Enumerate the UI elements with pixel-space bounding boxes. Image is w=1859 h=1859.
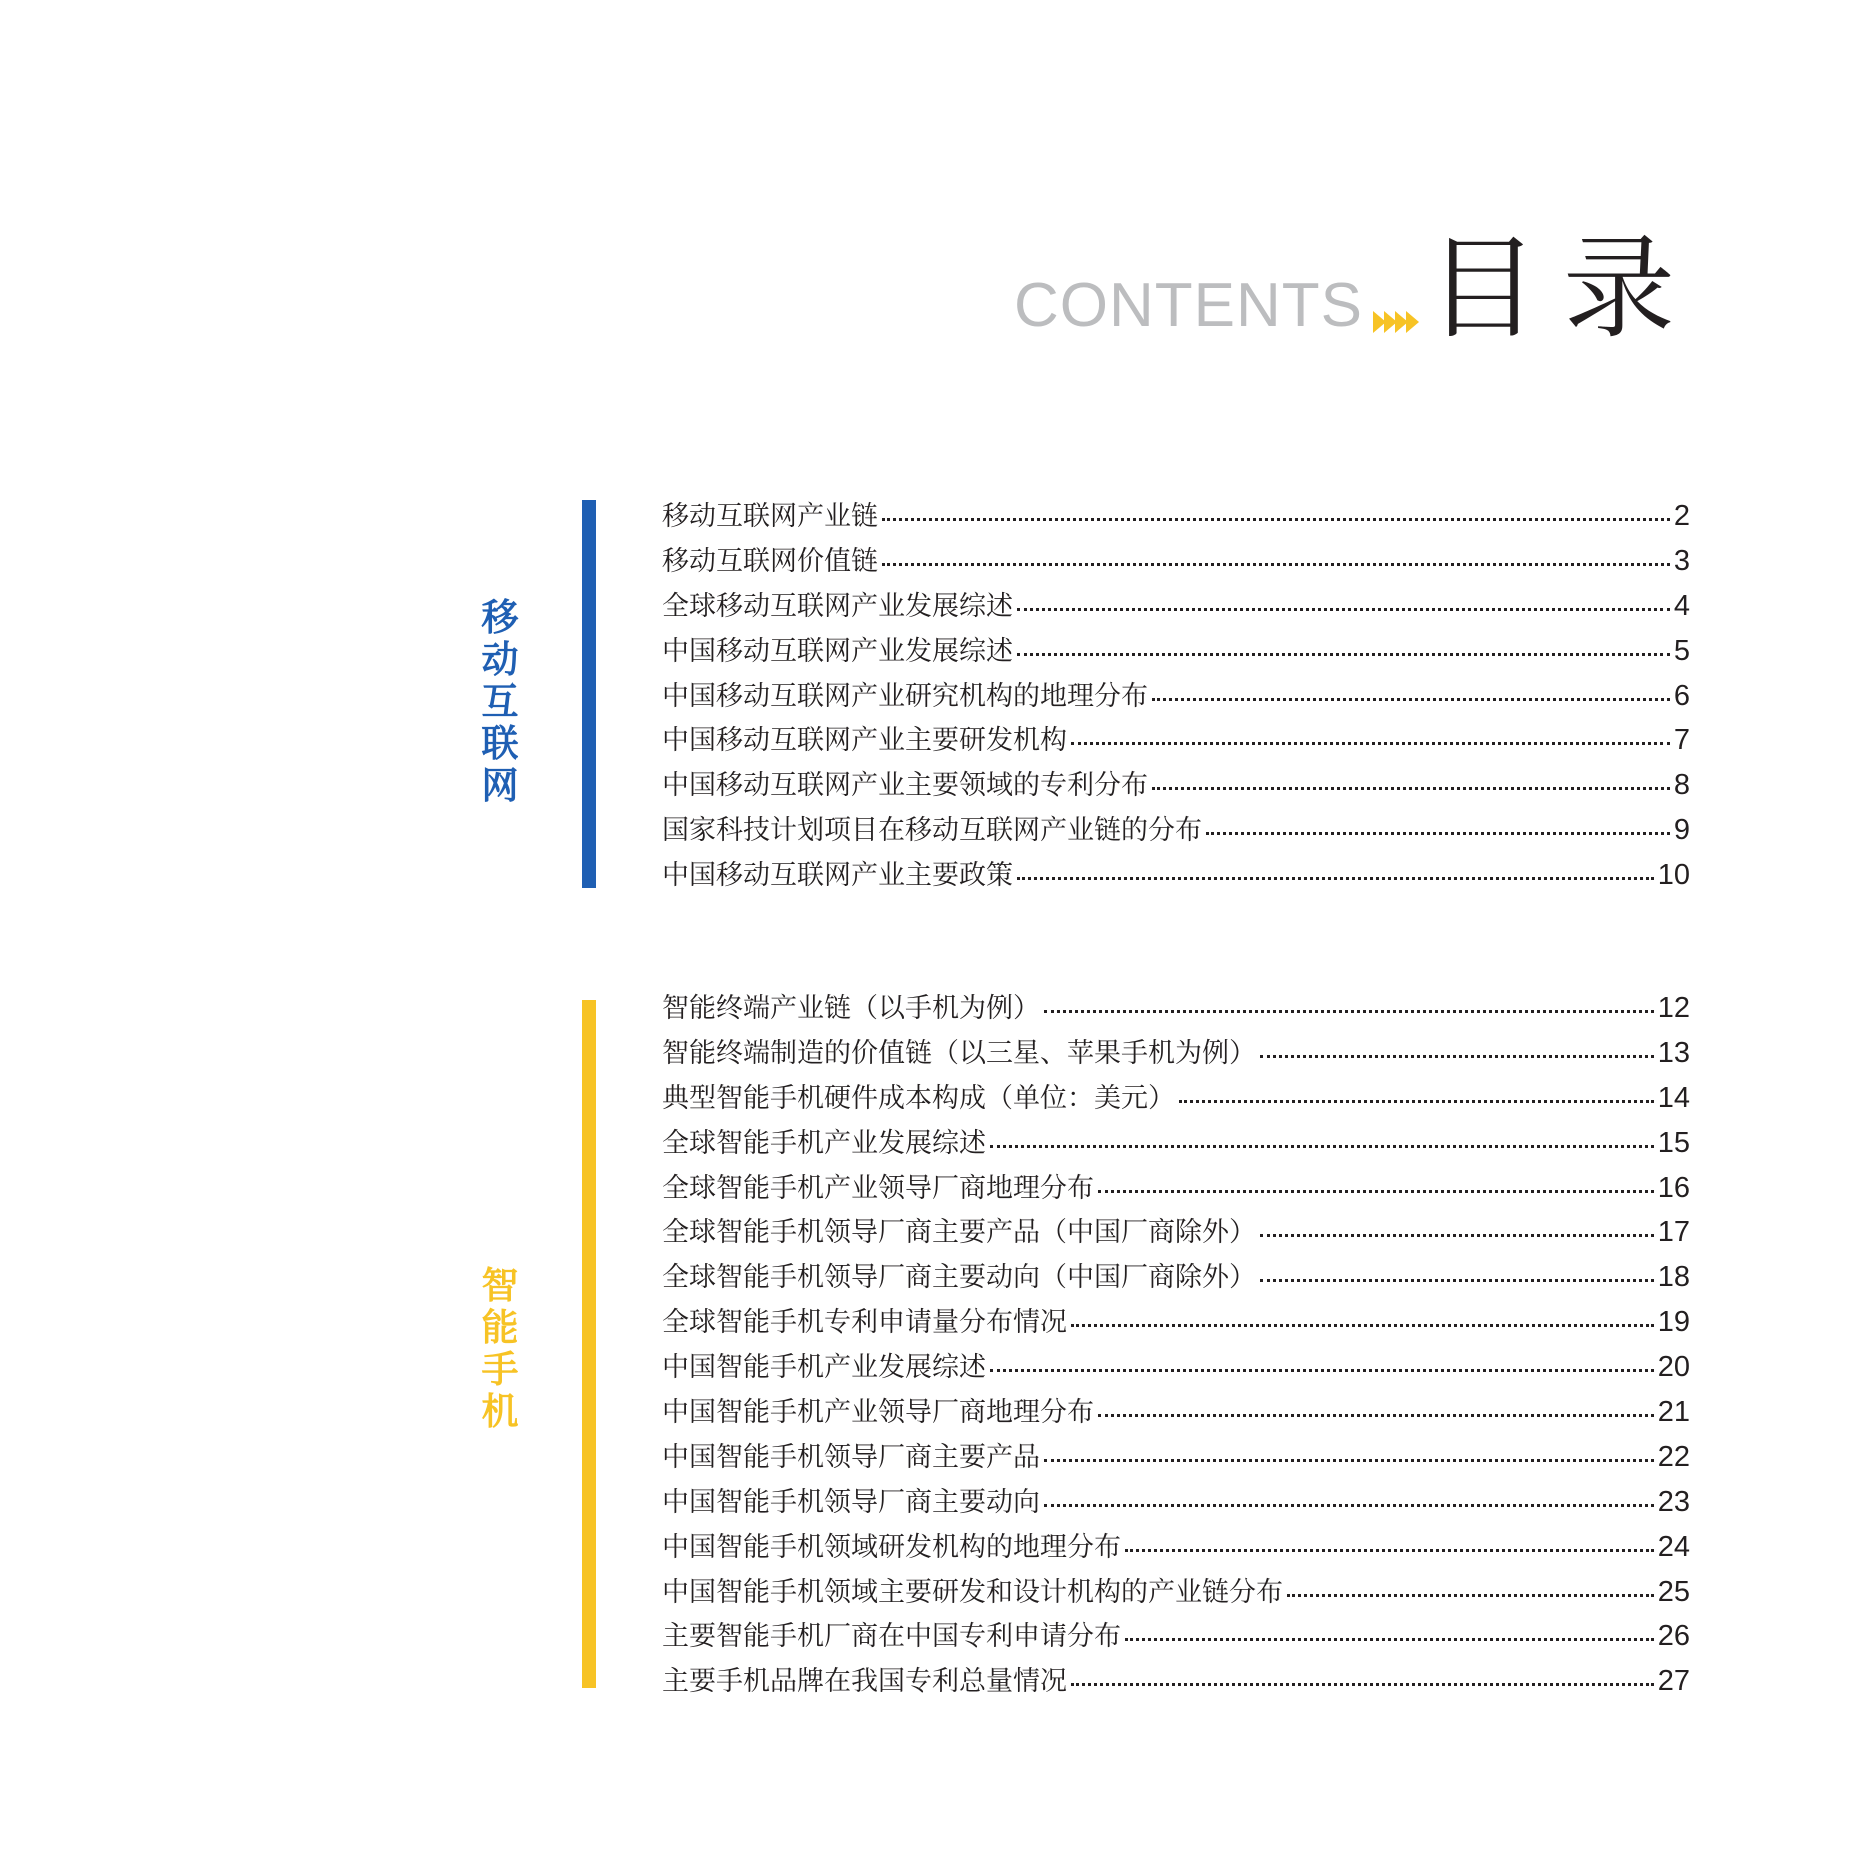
leader-dots — [1125, 1638, 1654, 1641]
toc-entry-page: 13 — [1657, 1036, 1690, 1069]
toc-entry[interactable] — [662, 808, 1690, 853]
toc-entry-title: 中国智能手机产业领导厂商地理分布 — [662, 1397, 1094, 1429]
leader-dots — [990, 1369, 1654, 1372]
page-title: 目录 — [1427, 224, 1699, 354]
toc-entry-page: 27 — [1657, 1665, 1690, 1698]
leader-dots — [1098, 1190, 1654, 1193]
toc-entry[interactable] — [662, 1659, 1690, 1704]
toc-entry[interactable] — [662, 1480, 1690, 1525]
toc-entry-page: 15 — [1657, 1126, 1690, 1159]
toc-entry-title: 全球智能手机领导厂商主要产品（中国厂商除外） — [662, 1217, 1256, 1249]
toc-entry-page: 4 — [1673, 589, 1690, 622]
toc-entry-title: 中国智能手机产业发展综述 — [662, 1352, 986, 1384]
toc-entry[interactable] — [662, 1390, 1690, 1435]
leader-dots — [1287, 1594, 1654, 1597]
toc-entry[interactable] — [662, 539, 1690, 584]
toc-entry-title: 中国移动互联网产业研究机构的地理分布 — [662, 680, 1148, 712]
toc-entry-title: 中国智能手机领域研发机构的地理分布 — [662, 1531, 1121, 1563]
toc-entry-title: 典型智能手机硬件成本构成（单位：美元） — [662, 1082, 1175, 1114]
toc-entry-page: 5 — [1673, 634, 1690, 667]
toc-entry-page: 25 — [1657, 1575, 1690, 1608]
toc-entry-title: 全球智能手机产业发展综述 — [662, 1127, 986, 1159]
leader-dots — [1017, 608, 1670, 611]
section-bar-yellow — [582, 1000, 596, 1688]
toc-entry-title: 中国智能手机领域主要研发和设计机构的产业链分布 — [662, 1576, 1283, 1608]
toc-entry[interactable] — [662, 1345, 1690, 1390]
leader-dots — [1152, 698, 1670, 701]
toc-entry-title: 中国移动互联网产业主要领域的专利分布 — [662, 770, 1148, 802]
leader-dots — [1152, 787, 1670, 790]
leader-dots — [1044, 1504, 1654, 1507]
toc-entry-page: 12 — [1657, 992, 1690, 1024]
toc-entry[interactable] — [662, 1076, 1690, 1121]
toc-entry[interactable] — [662, 1121, 1690, 1166]
leader-dots — [1017, 653, 1670, 656]
toc-entry[interactable] — [662, 1031, 1690, 1076]
toc-entry-title: 全球移动互联网产业发展综述 — [662, 590, 1013, 622]
toc-entry[interactable] — [662, 853, 1690, 898]
toc-entry[interactable] — [662, 718, 1690, 763]
leader-dots — [1071, 1683, 1654, 1686]
toc-entry[interactable] — [662, 1614, 1690, 1659]
contents-label: CONTENTS — [1014, 271, 1363, 340]
leader-dots — [1260, 1055, 1654, 1058]
leader-dots — [1044, 1010, 1654, 1013]
toc-entry[interactable] — [662, 494, 1690, 539]
toc-entry[interactable] — [662, 1300, 1690, 1345]
section-label: 移动互联网 — [481, 596, 519, 807]
leader-dots — [990, 1145, 1654, 1148]
toc-entry-page: 3 — [1673, 544, 1690, 577]
section-label: 智能手机 — [481, 1264, 519, 1433]
toc-entry-title: 智能终端产业链（以手机为例） — [662, 993, 1040, 1024]
toc-entry-page: 21 — [1657, 1396, 1690, 1429]
toc-entry-page: 10 — [1657, 859, 1690, 892]
leader-dots — [1044, 1459, 1654, 1462]
leader-dots — [882, 563, 1670, 566]
leader-dots — [1071, 742, 1670, 745]
toc-entry-title: 全球智能手机专利申请量分布情况 — [662, 1307, 1067, 1339]
toc-entry-page: 6 — [1673, 679, 1690, 712]
toc-entry[interactable] — [662, 1435, 1690, 1480]
toc-entry-page: 16 — [1657, 1171, 1690, 1204]
toc-entry[interactable] — [662, 986, 1690, 1031]
arrows-icon — [1373, 311, 1417, 333]
toc-entry[interactable] — [662, 1570, 1690, 1615]
toc-entry-page: 9 — [1673, 814, 1690, 847]
toc-entry-title: 移动互联网产业链 — [662, 501, 878, 532]
toc-entry-page: 18 — [1657, 1261, 1690, 1294]
leader-dots — [1071, 1324, 1654, 1327]
toc-entry-title: 移动互联网价值链 — [662, 545, 878, 577]
toc-entry[interactable] — [662, 1255, 1690, 1300]
leader-dots — [1260, 1279, 1654, 1282]
page-header — [1014, 224, 1699, 354]
toc-entry-page: 22 — [1657, 1440, 1690, 1473]
toc-entry-title: 全球智能手机领导厂商主要动向（中国厂商除外） — [662, 1262, 1256, 1294]
toc-entry-page: 14 — [1657, 1081, 1690, 1114]
toc-entry[interactable] — [662, 629, 1690, 674]
toc-entry-title: 中国智能手机领导厂商主要动向 — [662, 1486, 1040, 1518]
toc-entry-page: 7 — [1673, 724, 1690, 757]
toc-entry-title: 智能终端制造的价值链（以三星、苹果手机为例） — [662, 1037, 1256, 1069]
toc-entry-page: 23 — [1657, 1485, 1690, 1518]
leader-dots — [1017, 877, 1654, 880]
toc-entry-title: 国家科技计划项目在移动互联网产业链的分布 — [662, 815, 1202, 847]
toc-entry[interactable] — [662, 584, 1690, 629]
toc-entry-page: 20 — [1657, 1351, 1690, 1384]
toc-entry[interactable] — [662, 674, 1690, 719]
toc-entry-title: 中国移动互联网产业主要研发机构 — [662, 725, 1067, 757]
toc-entry[interactable] — [662, 763, 1690, 808]
toc-entry-title: 中国移动互联网产业主要政策 — [662, 860, 1013, 892]
toc-entry-page: 26 — [1657, 1620, 1690, 1653]
toc-entry[interactable] — [662, 1166, 1690, 1211]
toc-entry-page: 19 — [1657, 1306, 1690, 1339]
toc-entry[interactable] — [662, 1525, 1690, 1570]
toc-entry-page: 17 — [1657, 1216, 1690, 1249]
toc-entry-title: 中国移动互联网产业发展综述 — [662, 635, 1013, 667]
toc-entry-page: 2 — [1673, 500, 1690, 532]
leader-dots — [1098, 1414, 1654, 1417]
toc-entry-title: 中国智能手机领导厂商主要产品 — [662, 1441, 1040, 1473]
leader-dots — [1179, 1100, 1654, 1103]
toc-entry[interactable] — [662, 1210, 1690, 1255]
leader-dots — [882, 518, 1670, 521]
toc-entry-title: 全球智能手机产业领导厂商地理分布 — [662, 1172, 1094, 1204]
toc-entry-title: 主要手机品牌在我国专利总量情况 — [662, 1666, 1067, 1698]
toc-entry-title: 主要智能手机厂商在中国专利申请分布 — [662, 1621, 1121, 1653]
section-bar-blue — [582, 500, 596, 888]
leader-dots — [1125, 1549, 1654, 1552]
leader-dots — [1260, 1234, 1654, 1237]
leader-dots — [1206, 832, 1670, 835]
toc-entry-page: 24 — [1657, 1530, 1690, 1563]
toc-list — [662, 494, 1690, 898]
toc-entry-page: 8 — [1673, 769, 1690, 802]
toc-list — [662, 986, 1690, 1704]
